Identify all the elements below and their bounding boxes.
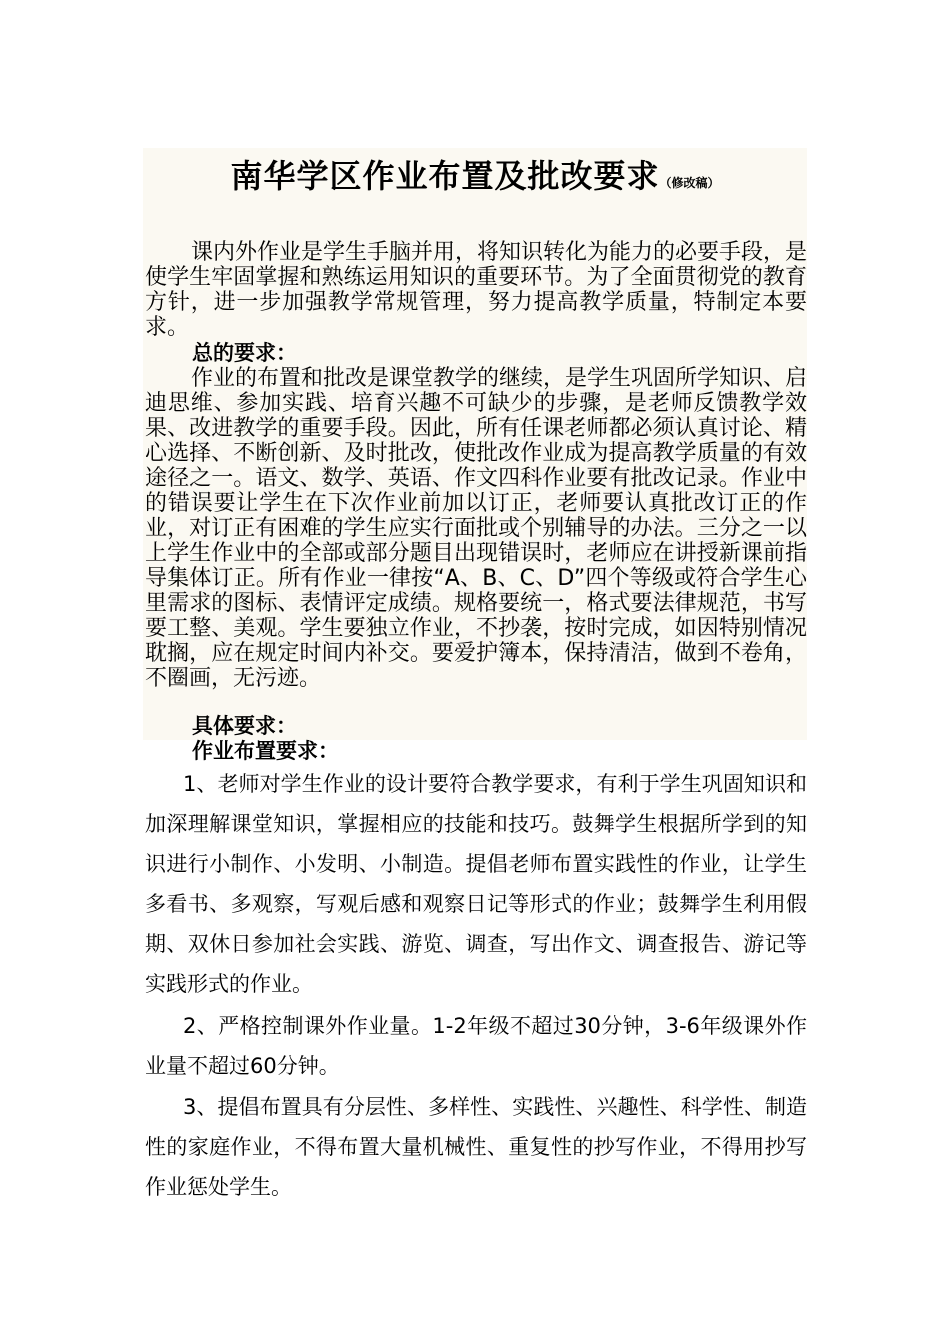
title-suffix: （修改稿） [659,176,720,190]
item-text: 2、严格控制课外作业量。1-2年级不超过30分钟，3-6年级课外作业量不超过60分钟。 [145,1014,807,1078]
general-heading: 总的要求： [192,341,297,365]
general-paragraph [145,366,807,691]
document-title [143,154,807,205]
assignment-item-3 [145,1087,807,1207]
assignment-item-1 [145,764,807,1004]
intro-text: 课内外作业是学生手脑并用，将知识转化为能力的必要手段，是使学生牢固掌握和熟练运用知识的重要环节。为了全面贯彻党的教育方针，进一步加强教学常规管理，努力提高教学质量，特制定本要求。 [145,240,808,340]
assignment-heading: 作业布置要求： [192,739,339,763]
item-text: 3、提倡布置具有分层性、多样性、实践性、兴趣性、科学性、制造性的家庭作业，不得布置大量机械性、重复性的抄写作业，不得用抄写作业惩处学生。 [145,1095,807,1199]
general-text: 作业的布置和批改是课堂教学的继续，是学生巩固所学知识、启迪思维、参加实践、培育兴趣不可缺少的步骤，是老师反馈教学效果、改进教学的重要手段。因此，所有任课老师都必须认真讨论、精心选择、不断创新、及时批改，使批改作业成为提高教学质量的有效途径之一。语文、数学、英语、作文四科作业要有批改记录。作业中的错误要让学生在下次作业前加以订正，老师要认真批改订正的作业，对订正有困难的学生应实行面批或个别辅导的办法。三分之一以上学生作业中的全部或部分题目出现错误时，老师应在讲授新课前指导集体订正。所有作业一律按“A、B、C、D”四个等级或符合学生心里需求的图标、表情评定成绩。规格要统一，格式要法律规范，书写要工整、美观。学生要独立作业，不抄袭，按时完成，如因特别情况耽搁，应在规定时间内补交。要爱护簿本，保持清洁，做到不卷角，不圈画，无污迹。 [145,366,808,691]
title-text: 南华学区作业布置及批改要求 [230,157,660,195]
assignment-item-2 [145,1006,807,1086]
intro-paragraph [145,240,807,340]
specific-heading: 具体要求： [192,714,297,738]
item-text: 1、老师对学生作业的设计要符合教学要求，有利于学生巩固知识和加深理解课堂知识，掌握相应的技能和技巧。鼓舞学生根据所学到的知识进行小制作、小发明、小制造。提倡老师布置实践性的作业，让学生多看书、多观察，写观后感和观察日记等形式的作业；鼓舞学生利用假期、双休日参加社会实践、游览、调查，写出作文、调查报告、游记等实践形式的作业。 [145,772,807,996]
